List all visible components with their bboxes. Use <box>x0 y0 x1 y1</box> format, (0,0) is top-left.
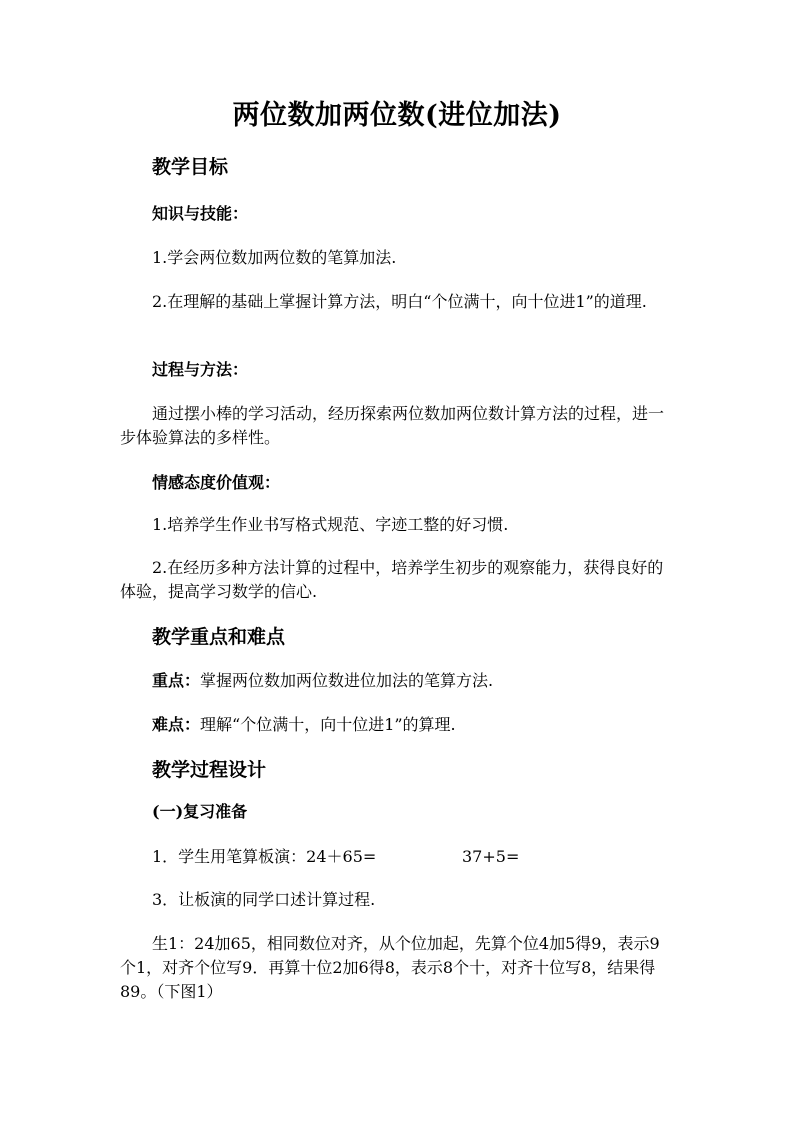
section-heading-design: 教学过程设计 <box>152 759 267 781</box>
subheading-knowledge: 知识与技能： <box>152 204 249 223</box>
focus-text: 掌握两位数加两位数进位加法的笔算方法. <box>200 671 494 690</box>
review-step-3: 3．让板演的同学口述计算过程. <box>152 890 376 909</box>
emotion-item-1: 1.培养学生作业书写格式规范、字迹工整的好习惯. <box>152 515 509 534</box>
knowledge-item-1: 1.学会两位数加两位数的笔算加法. <box>152 248 397 267</box>
document-title: 两位数加两位数(进位加法) <box>232 100 562 131</box>
subheading-process: 过程与方法： <box>152 360 249 379</box>
process-text: 通过摆小棒的学习活动，经历探索两位数加两位数计算方法的过程，进一步体验算法的多样性。 <box>120 404 665 447</box>
subheading-emotion: 情感态度价值观： <box>152 473 281 492</box>
step1-label: 1．学生用笔算板演：24＋65= <box>152 847 377 866</box>
subheading-review: (一)复习准备 <box>152 802 248 821</box>
section-heading-key-points: 教学重点和难点 <box>152 626 286 648</box>
difficulty-paragraph <box>120 713 672 737</box>
emotion-item-2: 2.在经历多种方法计算的过程中，培养学生初步的观察能力，获得良好的体验，提高学习数学的信心. <box>120 558 664 601</box>
focus-paragraph <box>120 669 672 693</box>
difficulty-label: 难点： <box>152 715 201 734</box>
knowledge-item-2: 2.在理解的基础上掌握计算方法，明白“个位满十，向十位进1”的道理. <box>152 292 647 311</box>
section-heading-goals: 教学目标 <box>152 156 229 178</box>
difficulty-text: 理解“个位满十，向十位进1”的算理. <box>200 715 456 734</box>
student-1-answer: 生1：24加65，相同数位对齐，从个位加起，先算个位4加5得9，表示9个1，对齐个位写9．再算十位2加6得8，表示8个十，对齐十位写8，结果得89。（下图1） <box>120 934 660 1001</box>
focus-label: 重点： <box>152 671 201 690</box>
review-step-1 <box>152 845 519 869</box>
step1-expression: 37+5= <box>462 847 520 866</box>
